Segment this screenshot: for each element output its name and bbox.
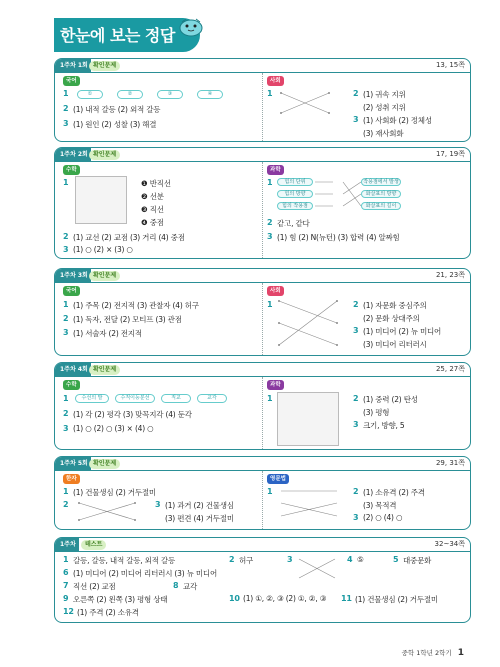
matching-lines (75, 500, 145, 526)
answer-text: ❷ 선분 (141, 192, 164, 201)
answer-text: 갈등, 갈등, 내적 갈등, 외적 갈등 (73, 556, 176, 565)
section-week1-day2: 1주차 2회 확인문제 17, 19쪽 수학 1 ❶ 반직선 ❷ 선분 ❸ 직선 ❹ 중점 2 (1) 교선 (2) 교점 (3) 거리 (4) 중점 3 (1) ○ (2) × (3) ○ 과학 1 힘의 단위 힘의 방향 힘의 작용점 작용점에서 발생 화살표의 방향 화살표의 길이 2 같고, 같다 3 (1) 힘 (2) N(뉴턴) (3) 합력 (4) 알짜힘 (54, 147, 471, 259)
mascot-icon (178, 16, 204, 38)
answer-pill: 수직이등분선 (115, 394, 155, 403)
subject-badge: 국어 (63, 286, 80, 296)
section-week1-day1: 1주차 1회 확인문제 13, 15쪽 국어 1 ① ② ③ ④ 2 (1) 내적 갈등 (2) 외적 갈등 3 (1) 원인 (2) 성찰 (3) 해결 사회 1 2 (1) 귀속 지위 (2) 성취 지위 3 (1) 사회화 (2) 정체성 (3) 재사회화 (54, 58, 471, 142)
section-header (55, 269, 470, 283)
answer-text: 직선 (2) 교점 (73, 582, 116, 591)
answer-oval: ② (117, 90, 143, 99)
answer-text: (1) 주격 (2) 소유격 (77, 608, 139, 617)
answer-text: ❶ 반직선 (141, 179, 171, 188)
answer-text: (1) 귀속 지위 (363, 90, 406, 99)
page-number: 1 (457, 648, 464, 658)
answer-text: (1) 과거 (2) 건물생심 (165, 501, 234, 510)
answer-text: (2) 문화 상대주의 (363, 314, 420, 323)
section-subtag: 확인문제 (89, 365, 120, 375)
section-header (55, 457, 470, 471)
matching-lines (279, 91, 339, 131)
section-pages: 32~34쪽 (434, 540, 465, 548)
answer-text: (3) 편견 (4) 거두절미 (165, 514, 234, 523)
answer-text: (1) 중력 (2) 탄성 (363, 395, 418, 404)
section-week1-test: 1주차 테스트 32~34쪽 1 갈등, 갈등, 내적 갈등, 외적 갈등 2 허구 3 4 ⑤ 5 대중문화 6 (1) 미디어 (2) 미디어 리터러시 (3) 뉴 미디어 7 직선 (2) 교점 8 교각 9 오른쪽 (2) 왼쪽 (3) 평형 상태 10 (1) ①, ②, ③ (2) ①, ②, ③ 11 (1) 건물생심 (2) 거두절미 12 (1) 주격 (2) 소유격 (54, 537, 471, 623)
section-tag: 1주차 4회 (55, 363, 91, 376)
matching-lines (295, 556, 345, 584)
subject-badge: 수학 (63, 165, 80, 175)
section-tag: 1주차 1회 (55, 59, 91, 72)
section-subtag: 확인문제 (89, 61, 120, 71)
page-title: 한눈에 보는 정답 (60, 26, 175, 45)
answer-text: (1) 원인 (2) 성찰 (3) 해결 (73, 120, 157, 129)
match-box: 화살표의 방향 (361, 190, 401, 198)
match-box: 작용점에서 발생 (361, 178, 401, 186)
question-number: 1 (63, 89, 69, 98)
answer-text: 같고, 같다 (277, 219, 310, 228)
section-header (55, 363, 470, 377)
word-puzzle-grid (277, 392, 339, 446)
section-pages: 25, 27쪽 (435, 365, 465, 373)
section-week1-day3: 1주차 3회 확인문제 21, 23쪽 국어 1 (1) 주목 (2) 전지적 (3) 관찰자 (4) 허구 2 (1) 독자, 전달 (2) 모티프 (3) 관점 3 (1) 서술자 (2) 전지적 사회 1 2 (1) 자문화 중심주의 (2) 문화 상대주의 3 (1) 미디어 (2) 뉴 미디어 (3) 미디어 리터러시 (54, 268, 471, 356)
subject-badge: 사회 (267, 76, 284, 86)
match-box: 힘의 방향 (277, 190, 313, 198)
answer-pill: 직교 (161, 394, 191, 403)
answer-oval: ③ (157, 90, 183, 99)
answer-text: (3) 미디어 리터러시 (363, 340, 427, 349)
section-pages: 17, 19쪽 (435, 150, 465, 158)
answer-text: 크기, 방향, 5 (363, 421, 405, 430)
answer-text: (1) 힘 (2) N(뉴턴) (3) 합력 (4) 알짜힘 (277, 233, 400, 242)
word-puzzle-grid (75, 176, 127, 224)
section-header (55, 59, 470, 73)
answer-text: (1) 건물생심 (2) 거두절미 (73, 488, 156, 497)
section-week1-day5: 1주차 5회 확인문제 29, 31쪽 한자 1 (1) 건물생심 (2) 거두절미 2 3 (1) 과거 (2) 건물생심 (3) 편견 (4) 거두절미 영문법 1 2 (1) 소유격 (2) 주격 (3) 목적격 3 (2) ○ (4) ○ (54, 456, 471, 530)
page-footer (402, 648, 464, 658)
answer-text: (1) 각 (2) 평각 (3) 맞꼭지각 (4) 둔각 (73, 410, 192, 419)
answer-text: (3) 재사회화 (363, 129, 404, 138)
answer-text: (1) 교선 (2) 교점 (3) 거리 (4) 중점 (73, 233, 185, 242)
answer-text: (1) ○ (2) × (3) ○ (73, 245, 133, 254)
answer-text: (2) ○ (4) ○ (363, 513, 403, 522)
matching-lines (277, 488, 347, 524)
match-box: 힘의 작용점 (277, 202, 313, 210)
subject-badge: 수학 (63, 380, 80, 390)
section-subtag: 확인문제 (89, 459, 120, 469)
answer-text: ❸ 직선 (141, 205, 164, 214)
answer-pill: 수선의 발 (75, 394, 109, 403)
subject-badge: 사회 (267, 286, 284, 296)
section-subtag: 테스트 (81, 540, 106, 550)
answer-pill: 교각 (197, 394, 227, 403)
answer-text: 허구 (239, 556, 254, 565)
answer-text: (1) 자문화 중심주의 (363, 301, 427, 310)
matching-lines (277, 299, 347, 349)
answer-oval: ④ (197, 90, 223, 99)
answer-text: (1) 사회화 (2) 정체성 (363, 116, 432, 125)
answer-text: (2) 성취 지위 (363, 103, 406, 112)
answer-text: (1) 소유격 (2) 주격 (363, 488, 425, 497)
answer-oval: ① (77, 90, 103, 99)
subject-badge: 국어 (63, 76, 80, 86)
match-box: 힘의 단위 (277, 178, 313, 186)
section-tag: 1주차 3회 (55, 269, 91, 282)
answer-text: (1) 주목 (2) 전지적 (3) 관찰자 (4) 허구 (73, 301, 199, 310)
answer-text: 교각 (183, 582, 198, 591)
answer-text: (3) 목적격 (363, 501, 397, 510)
answer-text: (1) 서술자 (2) 전지적 (73, 329, 142, 338)
section-pages: 29, 31쪽 (435, 459, 465, 467)
answer-text: (1) ○ (2) ○ (3) × (4) ○ (73, 424, 154, 433)
subject-badge: 영문법 (267, 474, 289, 484)
answer-text: (1) ①, ②, ③ (2) ①, ②, ③ (243, 594, 327, 603)
section-header (55, 148, 470, 162)
answer-text: ❹ 중점 (141, 218, 164, 227)
section-tag: 1주차 (55, 538, 79, 551)
section-week1-day4: 1주차 4회 확인문제 25, 27쪽 수학 1 수선의 발 수직이등분선 직교 교각 2 (1) 각 (2) 평각 (3) 맞꼭지각 (4) 둔각 3 (1) ○ (2) ○ (3) × (4) ○ 과학 1 2 (1) 중력 (2) 탄성 (3) 평형 3 크기, 방향, 5 (54, 362, 471, 450)
answer-text: ⑤ (357, 555, 364, 564)
answer-text: (1) 독자, 전달 (2) 모티프 (3) 관점 (73, 315, 182, 324)
answer-text: (1) 미디어 (2) 뉴 미디어 (363, 327, 442, 336)
subject-badge: 과학 (267, 380, 284, 390)
answer-text: (1) 미디어 (2) 미디어 리터러시 (3) 뉴 미디어 (73, 569, 217, 578)
answer-text: 대중문화 (403, 556, 432, 565)
section-subtag: 확인문제 (89, 150, 120, 160)
section-header (55, 538, 470, 552)
footer-label: 중학 1학년 2학기 (401, 649, 452, 657)
section-subtag: 확인문제 (89, 271, 120, 281)
section-tag: 1주차 2회 (55, 148, 91, 161)
answer-text: (1) 건물생심 (2) 거두절미 (355, 595, 438, 604)
section-tag: 1주차 5회 (55, 457, 91, 470)
answer-text: (1) 내적 갈등 (2) 외적 갈등 (73, 105, 161, 114)
section-pages: 21, 23쪽 (435, 271, 465, 279)
subject-badge: 한자 (63, 474, 80, 484)
answer-text: (3) 평형 (363, 408, 390, 417)
match-box: 화살표의 길이 (361, 202, 401, 210)
section-pages: 13, 15쪽 (435, 61, 465, 69)
subject-badge: 과학 (267, 165, 284, 175)
answer-text: 오른쪽 (2) 왼쪽 (3) 평형 상태 (73, 595, 168, 604)
